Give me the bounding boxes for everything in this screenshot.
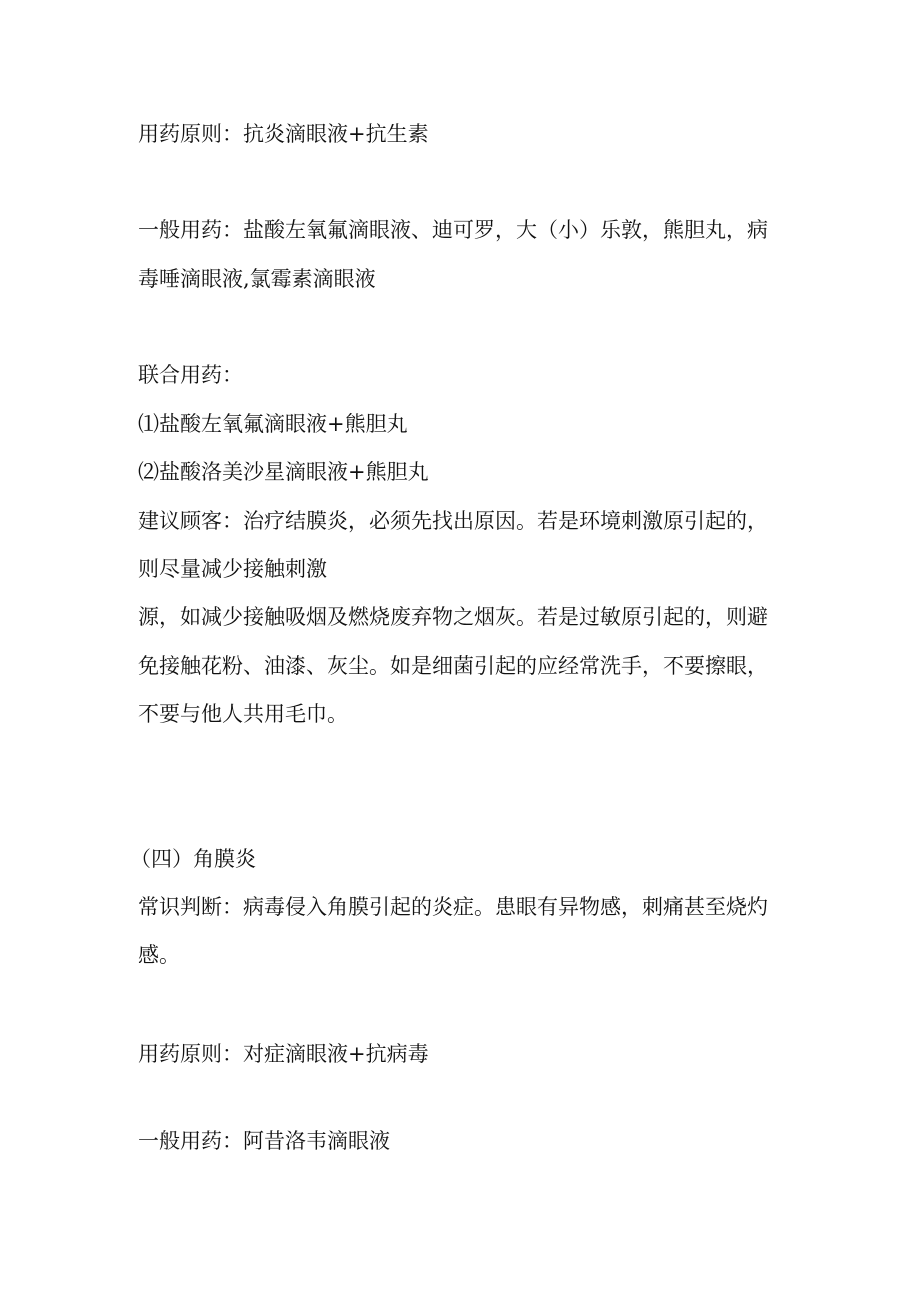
combined-medication-heading: 联合用药：: [138, 363, 243, 387]
keratitis-general-medication: 一般用药：阿昔洛韦滴眼液: [138, 1129, 390, 1153]
combined-medication-item-1: ⑴盐酸左氧氟滴眼液+熊胆丸: [138, 412, 408, 436]
medication-principle-line: 用药原则：抗炎滴眼液+抗生素: [138, 122, 429, 146]
keratitis-medication-principle: 用药原则：对症滴眼液+抗病毒: [138, 1042, 429, 1066]
general-medication-line-2: 毒唾滴眼液,氯霉素滴眼液: [138, 267, 376, 291]
common-sense-line-2: 感。: [138, 943, 180, 967]
customer-advice-line-2: 则尽量减少接触刺激: [138, 557, 327, 581]
section-heading-keratitis: （四）角膜炎: [130, 847, 256, 871]
combined-medication-item-2: ⑵盐酸洛美沙星滴眼液+熊胆丸: [138, 460, 429, 484]
common-sense-line-1: 常识判断：病毒侵入角膜引起的炎症。患眼有异物感，刺痛甚至烧灼: [138, 895, 768, 919]
general-medication-line-1: 一般用药：盐酸左氧氟滴眼液、迪可罗，大（小）乐敦，熊胆丸，病: [138, 218, 768, 242]
customer-advice-line-5: 不要与他人共用毛巾。: [138, 702, 348, 726]
customer-advice-line-1: 建议顾客：治疗结膜炎，必须先找出原因。若是环境刺激原引起的，: [138, 509, 768, 533]
customer-advice-line-3: 源，如减少接触吸烟及燃烧废弃物之烟灰。若是过敏原引起的，则避: [138, 605, 768, 629]
customer-advice-line-4: 免接触花粉、油漆、灰尘。如是细菌引起的应经常洗手，不要擦眼，: [138, 654, 768, 678]
